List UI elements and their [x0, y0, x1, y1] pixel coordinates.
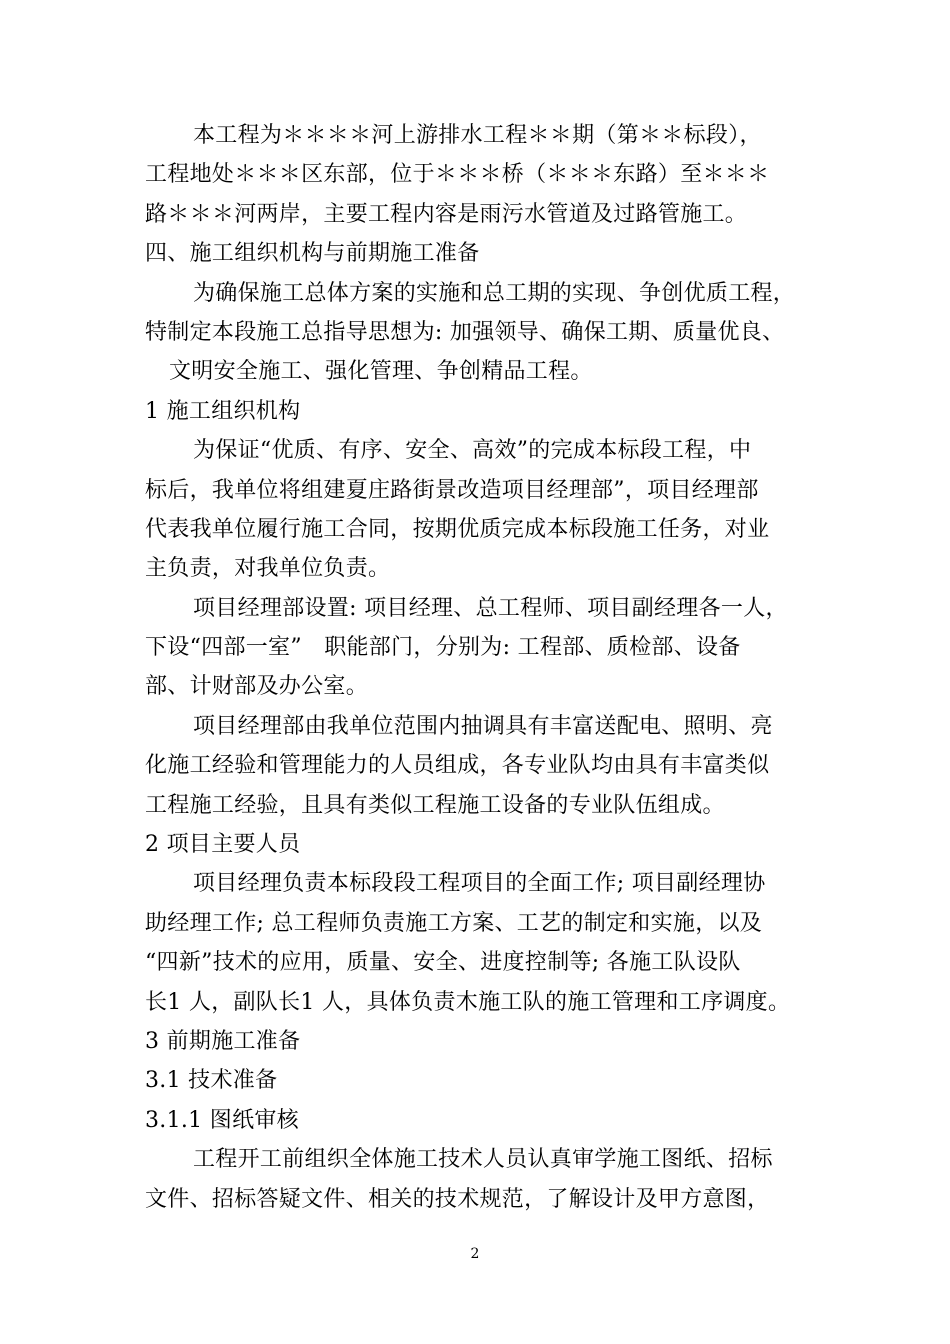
- paragraph-line: “四新”技术的应用，质量、安全、进度控制等; 各施工队设队: [145, 950, 741, 976]
- paragraph-line: 项目经理部由我单位范围内抽调具有丰富送配电、照明、亮: [193, 713, 773, 739]
- paragraph-line: 项目经理负责本标段段工程项目的全面工作; 项目副经理协: [193, 871, 766, 897]
- paragraph-line: 代表我单位履行施工合同，按期优质完成本标段施工任务，对业: [145, 516, 770, 542]
- section-heading: 四、施工组织机构与前期施工准备: [145, 241, 480, 267]
- paragraph-line: 本工程为＊＊＊＊河上游排水工程＊＊期（第＊＊标段），: [193, 123, 762, 148]
- subsection-heading: 3.1 技术准备: [145, 1068, 278, 1094]
- paragraph-line: 助经理工作; 总工程师负责施工方案、工艺的制定和实施，以及: [145, 910, 763, 936]
- page-number: 2: [470, 1246, 480, 1262]
- paragraph-line: 标后，我单位将组建夏庄路街景改造项目经理部”，项目经理部: [145, 477, 759, 503]
- paragraph-line: 工程施工经验，且具有类似工程施工设备的专业队伍组成。: [145, 792, 725, 818]
- paragraph-line: 为确保施工总体方案的实施和总工期的实现、争创优质工程，: [193, 280, 796, 306]
- subsection-heading: 2 项目主要人员: [145, 832, 301, 858]
- paragraph-line: 路＊＊＊河两岸，主要工程内容是雨污水管道及过路管施工。: [145, 201, 748, 227]
- document-body: [145, 116, 835, 1219]
- paragraph-line: 文明安全施工、强化管理、争创精品工程。: [169, 359, 593, 385]
- subsection-heading: 3.1.1 图纸审核: [145, 1107, 299, 1133]
- paragraph-line: 下设“四部一室” 职能部门，分别为: 工程部、质检部、设备: [145, 635, 741, 661]
- paragraph-line: 化施工经验和管理能力的人员组成，各专业队均由具有丰富类似: [145, 753, 770, 779]
- paragraph-line: 长1 人，副队长1 人，具体负责木施工队的施工管理和工序调度。: [145, 989, 791, 1015]
- paragraph-line: 主负责，对我单位负责。: [145, 556, 391, 582]
- subsection-heading: 3 前期施工准备: [145, 1028, 301, 1054]
- paragraph-line: 为保证“优质、有序、安全、高效”的完成本标段工程，中: [193, 438, 752, 464]
- paragraph-line: 部、计财部及办公室。: [145, 674, 369, 700]
- subsection-heading: 1 施工组织机构: [145, 398, 301, 424]
- paragraph-line: 工程开工前组织全体施工技术人员认真审学施工图纸、招标: [193, 1147, 773, 1173]
- paragraph-line: 特制定本段施工总指导思想为: 加强领导、确保工期、质量优良、: [145, 319, 785, 345]
- paragraph-line: 项目经理部设置: 项目经理、总工程师、项目副经理各一人，: [193, 595, 788, 621]
- paragraph-line: 文件、招标答疑文件、相关的技术规范，了解设计及甲方意图，: [145, 1186, 770, 1212]
- paragraph-line: 工程地处＊＊＊区东部，位于＊＊＊桥（＊＊＊东路）至＊＊＊: [145, 162, 770, 188]
